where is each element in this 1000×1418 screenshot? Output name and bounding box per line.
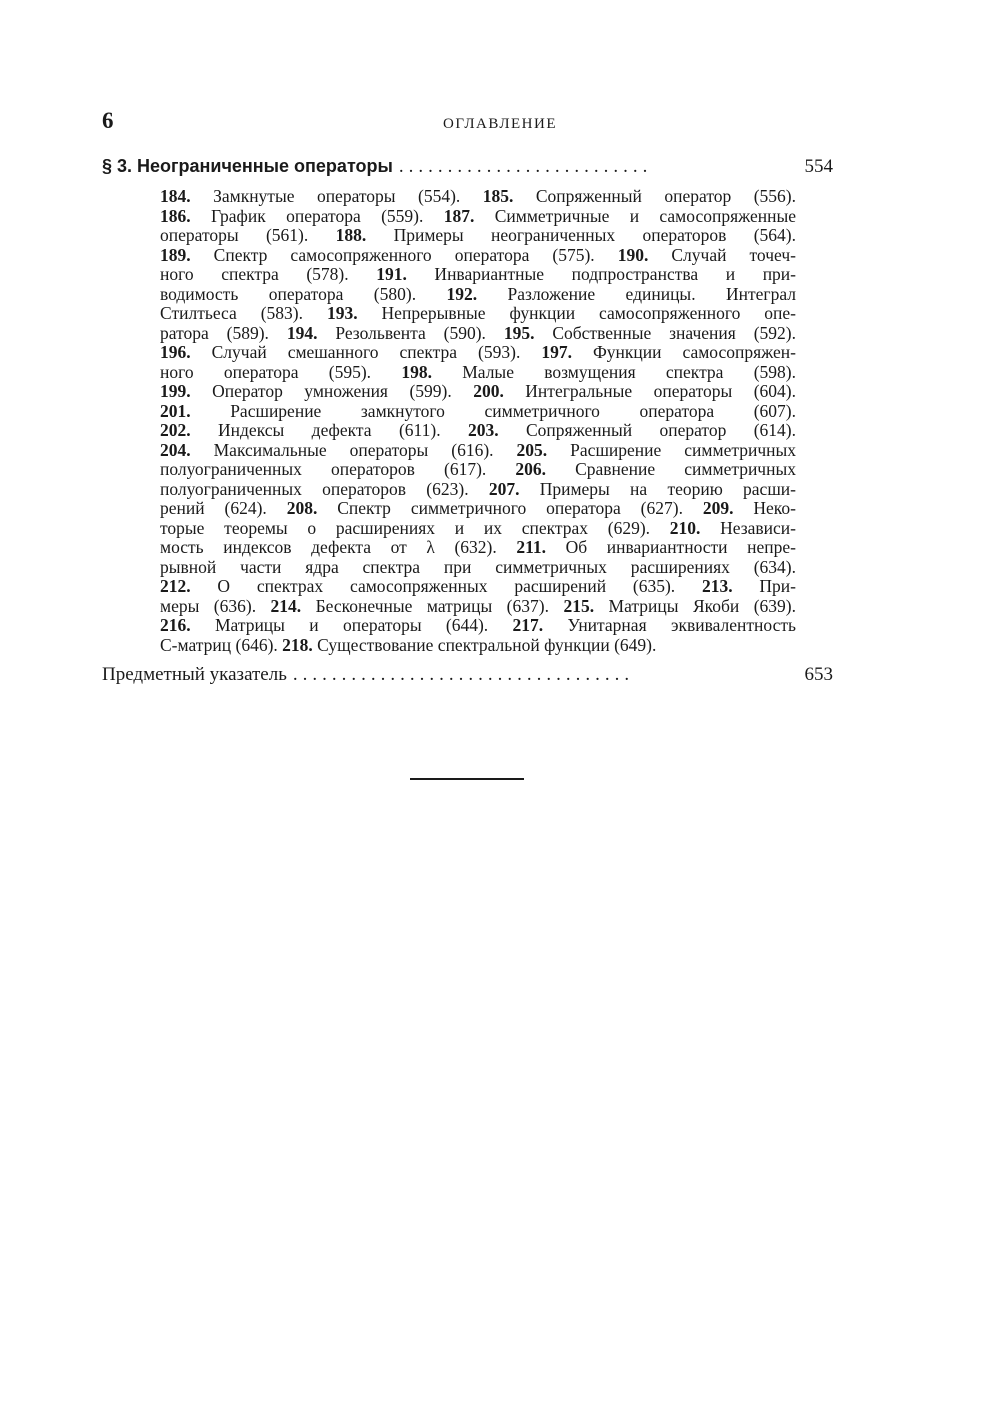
entry-text: полуограниченных операторов (617).	[160, 459, 516, 479]
entry-number: 201.	[160, 400, 191, 421]
entry-text: Замкнутые операторы (554).	[190, 186, 483, 206]
section-title: § 3. Неограниченные операторы	[102, 156, 393, 176]
entry-line	[160, 187, 796, 207]
entry-number: 204.	[160, 439, 191, 460]
entry-line	[160, 285, 796, 305]
entry-text: Независи-	[700, 517, 796, 538]
toc-section-row[interactable]	[102, 156, 833, 178]
entry-text: Оператор умножения (599).	[190, 381, 474, 401]
entry-number: 214.	[270, 595, 302, 616]
entry-number: 192.	[446, 283, 478, 304]
entry-text: Индексы дефекта (611).	[190, 420, 468, 440]
entry-text: водимость оператора (580).	[160, 283, 447, 304]
entry-number: 210.	[669, 517, 701, 538]
entry-text: ного оператора (595).	[160, 361, 402, 382]
entry-line	[160, 538, 796, 558]
entry-line	[160, 226, 796, 246]
entry-line	[160, 519, 796, 539]
entry-number: 198.	[401, 361, 432, 382]
entry-number: 218.	[282, 634, 313, 655]
entry-line	[160, 363, 796, 383]
entry-number: 184.	[160, 186, 191, 206]
entry-text: ного спектра (578).	[160, 264, 377, 284]
entry-number: 216.	[160, 615, 191, 635]
entry-text: Случай точеч-	[648, 244, 796, 265]
entry-number: 191.	[376, 264, 407, 284]
entry-line	[160, 480, 796, 500]
entry-line	[160, 460, 796, 480]
entry-line	[160, 304, 796, 324]
entry-number: 196.	[160, 342, 191, 362]
entry-line	[160, 558, 796, 578]
entry-number: 197.	[541, 342, 572, 362]
entry-number: 212.	[160, 576, 191, 596]
entry-text: Инвариантные подпространства и при-	[406, 264, 797, 284]
entry-line	[160, 441, 796, 461]
entry-text: Сравнение симметричных	[546, 459, 796, 479]
entry-line	[160, 343, 796, 363]
entry-text: Унитарная эквивалентность	[543, 615, 796, 635]
entry-line	[160, 402, 796, 422]
entry-text: Спектр симметричного оператора (627).	[317, 498, 703, 518]
entry-number: 189.	[160, 244, 191, 265]
entry-text: Матрицы и операторы (644).	[190, 615, 513, 635]
entry-number: 205.	[516, 439, 548, 460]
entry-number: 206.	[515, 459, 546, 479]
entry-line	[160, 499, 796, 519]
entry-text: Резольвента (590).	[317, 322, 504, 343]
entry-text: рывной части ядра спектра при симметричных расширениях (634).	[160, 556, 796, 577]
entry-text: Спектр самосопряженного оператора (575).	[190, 244, 618, 265]
entry-text: Интегральные операторы (604).	[503, 381, 796, 401]
dot-leader: ..........................	[398, 156, 653, 177]
entry-text: При-	[732, 576, 796, 596]
entry-text: рений (624).	[160, 498, 287, 518]
entry-number: 185.	[482, 186, 514, 206]
entry-text: полуограниченных операторов (623).	[160, 478, 489, 499]
entry-line	[160, 265, 796, 285]
entry-number: 209.	[702, 498, 734, 518]
entry-text: C-матриц (646).	[160, 634, 283, 655]
entry-number: 187.	[443, 205, 475, 226]
entry-text: Сопряженный оператор (614).	[498, 420, 796, 440]
entry-text: меры (636).	[160, 595, 271, 616]
entry-number: 215.	[563, 595, 595, 616]
page-number: 6	[102, 108, 114, 133]
entry-number: 213.	[701, 576, 733, 596]
entry-text: Непрерывные функции самосопряженного опе-	[357, 303, 796, 323]
entry-text: Малые возмущения спектра (598).	[431, 361, 796, 382]
entry-number: 211.	[516, 537, 547, 557]
toc-index-row[interactable]	[102, 664, 833, 686]
entry-text: операторы (561).	[160, 225, 336, 245]
entry-text: График оператора (559).	[190, 205, 444, 226]
entry-line	[160, 382, 796, 402]
entry-text: Об инвариантности непре-	[546, 537, 796, 557]
entry-text: Примеры на теорию расши-	[519, 478, 796, 499]
entry-text: мость индексов дефекта от λ (632).	[160, 537, 517, 557]
entry-line	[160, 324, 796, 344]
entry-text: Собственные значения (592).	[534, 322, 797, 343]
entry-line	[160, 421, 796, 441]
entry-text: ратора (589).	[160, 322, 287, 343]
entry-text: Неко-	[733, 498, 796, 518]
entry-line	[160, 636, 796, 656]
entry-line	[160, 616, 796, 636]
entry-text: Расширение замкнутого симметричного оператора (607).	[190, 400, 796, 421]
entry-text: Существование спектральной функции (649).	[312, 634, 657, 655]
section-page-number: 554	[804, 156, 833, 177]
entry-text: Сопряженный оператор (556).	[513, 186, 796, 206]
entry-number: 195.	[503, 322, 535, 343]
entry-number: 193.	[326, 303, 358, 323]
entry-number: 203.	[467, 420, 499, 440]
entry-number: 186.	[160, 205, 191, 226]
entry-number: 207.	[488, 478, 520, 499]
entry-number: 188.	[335, 225, 367, 245]
entry-text: Симметричные и самосопряженные	[474, 205, 797, 226]
entry-number: 190.	[617, 244, 649, 265]
entry-text: Случай смешанного спектра (593).	[190, 342, 542, 362]
entry-text: Максимальные операторы (616).	[190, 439, 517, 460]
dot-leader: ...................................	[292, 664, 635, 685]
index-title: Предметный указатель	[102, 664, 287, 685]
index-page-number: 653	[804, 664, 833, 685]
entry-text: Разложение единицы. Интеграл	[477, 283, 796, 304]
subsection-entries	[160, 187, 796, 655]
entry-text: О спектрах самосопряженных расширений (635).	[190, 576, 702, 596]
entry-line	[160, 577, 796, 597]
entry-number: 202.	[160, 420, 191, 440]
entry-text: Матрицы Якоби (639).	[594, 595, 796, 616]
entry-number: 199.	[160, 381, 191, 401]
entry-line	[160, 597, 796, 617]
entry-number: 200.	[473, 381, 504, 401]
entry-number: 208.	[286, 498, 318, 518]
entry-line	[160, 246, 796, 266]
entry-text: Стилтьеса (583).	[160, 303, 327, 323]
running-title: ОГЛАВЛЕНИЕ	[443, 116, 557, 132]
end-rule	[410, 778, 524, 780]
entry-line	[160, 207, 796, 227]
entry-number: 217.	[512, 615, 544, 635]
entry-text: Расширение симметричных	[547, 439, 796, 460]
entry-text: Бесконечные матрицы (637).	[301, 595, 564, 616]
entry-text: Функции самосопряжен-	[571, 342, 796, 362]
entry-number: 194.	[286, 322, 318, 343]
entry-text: Примеры неограниченных операторов (564).	[366, 225, 797, 245]
entry-text: торые теоремы о расширениях и их спектрах (629).	[160, 517, 670, 538]
